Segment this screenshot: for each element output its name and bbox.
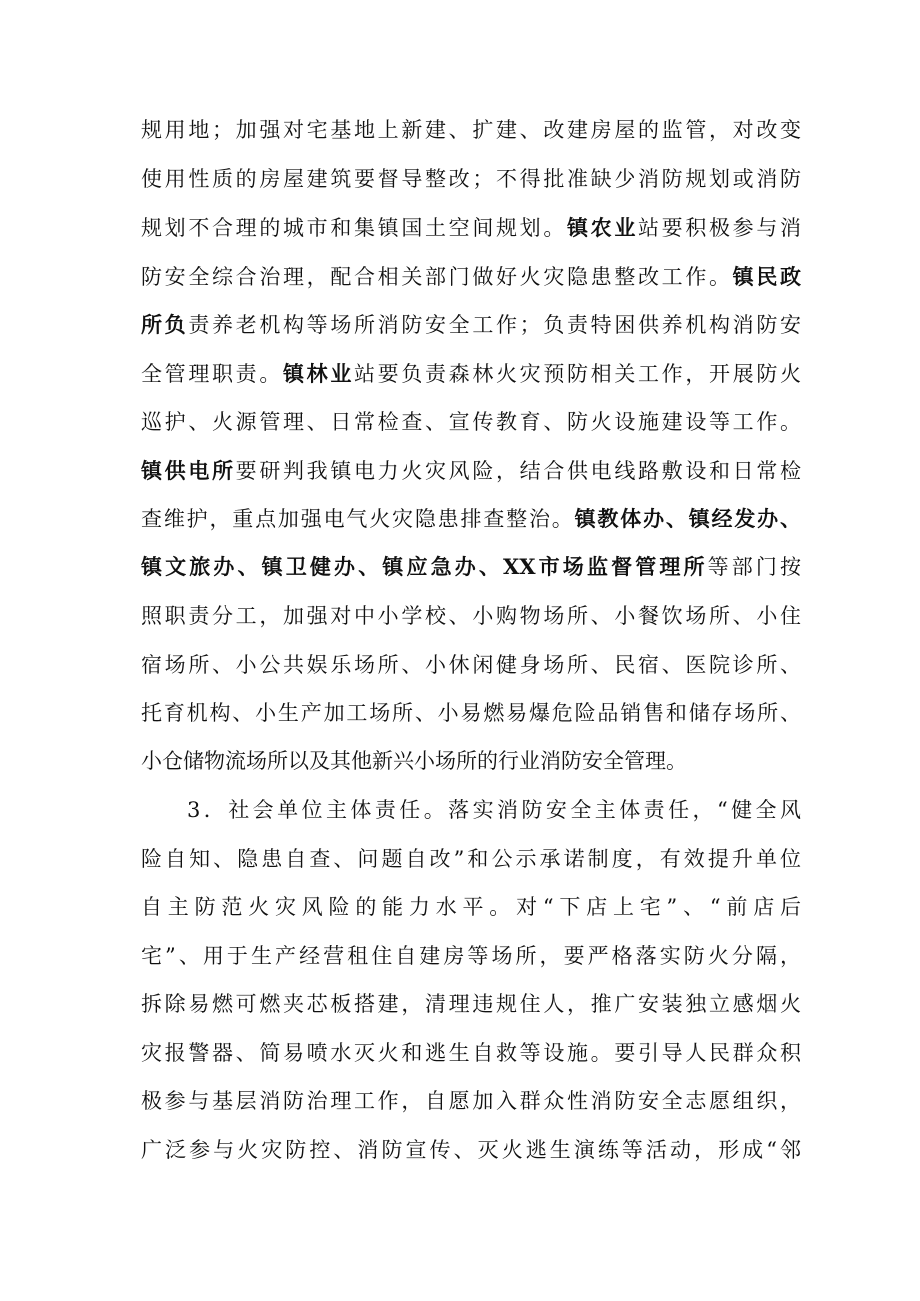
bold-text-run: 镇教体办、镇经发办、 <box>574 506 802 531</box>
text-run: 巡护、火源管理、日常检查、宣传教育、防火设施建设等工作。 <box>141 410 801 434</box>
text-line <box>141 980 801 1028</box>
bold-text-run: 镇林业 <box>283 361 354 386</box>
text-run: 照职责分工，加强对中小学校、小购物场所、小餐饮场所、小住 <box>141 604 801 628</box>
text-run: 站要负责森林火灾预防相关工作，开展防火 <box>354 362 801 386</box>
bold-text-run: 所负 <box>141 312 189 337</box>
text-run: 查维护，重点加强电气火灾隐患排查整治。 <box>141 507 575 531</box>
text-run: 站要积极参与消 <box>638 216 801 240</box>
text-line <box>141 641 801 689</box>
text-run: 小仓储物流场所以及其他新兴小场所的行业消防安全管理。 <box>141 749 687 773</box>
bold-text-run: 镇农业 <box>567 215 638 240</box>
text-run: 灾报警器、简易喷水灭火和逃生自救等设施。要引导人民群众积 <box>141 1041 801 1065</box>
text-run: 托育机构、小生产加工场所、小易燃易爆危险品销售和储存场所、 <box>141 701 801 725</box>
text-run: 极参与基层消防治理工作，自愿加入群众性消防安全志愿组织， <box>141 1089 801 1113</box>
text-run: 规用地；加强对宅基地上新建、扩建、改建房屋的监管，对改变 <box>141 118 801 142</box>
text-line <box>141 253 801 301</box>
text-line <box>141 155 801 203</box>
bold-text-run: 镇供电所 <box>141 458 236 483</box>
text-line <box>141 1077 801 1125</box>
text-run: 等部门按 <box>707 555 802 579</box>
text-run: 责养老机构等场所消防安全工作；负责特困供养机构消防安 <box>188 313 802 337</box>
text-run: 广泛参与火灾防控、消防宣传、灭火逃生演练等活动，形成“邻 <box>141 1138 801 1162</box>
text-line <box>141 689 801 737</box>
text-run: 拆除易燃可燃夹芯板搭建，清理违规住人，推广安装独立感烟火 <box>141 992 801 1016</box>
text-line <box>141 543 801 591</box>
text-run: 防安全综合治理，配合相关部门做好火灾隐患整改工作。 <box>141 265 733 289</box>
text-line <box>141 495 801 543</box>
text-line <box>141 398 801 446</box>
text-run: 宿场所、小公共娱乐场所、小休闲健身场所、民宿、医院诊所、 <box>141 653 801 677</box>
text-line <box>141 1126 801 1174</box>
text-run: 自主防范火灾风险的能力水平。对“下店上宅”、“前店后 <box>141 895 801 919</box>
text-run: 宅”、用于生产经营租住自建房等场所，要严格落实防火分隔， <box>141 944 801 968</box>
text-line <box>141 932 801 980</box>
section-heading-line <box>187 786 801 834</box>
text-line <box>141 1029 801 1077</box>
text-run: 规划不合理的城市和集镇国土空间规划。 <box>141 216 567 240</box>
bold-text-run: 镇文旅办、镇卫健办、镇应急办、XX市场监督管理所 <box>141 554 708 579</box>
text-run: 全管理职责。 <box>141 362 283 386</box>
text-run: 使用性质的房屋建筑要督导整改；不得批准缺少消防规划或消防 <box>141 167 801 191</box>
text-line <box>141 350 801 398</box>
text-line <box>141 447 801 495</box>
text-line <box>141 301 801 349</box>
text-run: 要研判我镇电力火灾风险，结合供电线路敷设和日常检 <box>235 459 802 483</box>
text-line <box>141 883 801 931</box>
text-line <box>141 106 801 154</box>
bold-text-run: 镇民政 <box>732 264 802 289</box>
text-line <box>141 737 801 785</box>
text-run: 险自知、隐患自查、问题自改”和公示承诺制度，有效提升单位 <box>141 847 801 871</box>
text-line <box>141 835 801 883</box>
text-line <box>141 592 801 640</box>
text-run: 3．社会单位主体责任。落实消防安全主体责任，“健全风 <box>187 798 801 822</box>
text-line <box>141 204 801 252</box>
